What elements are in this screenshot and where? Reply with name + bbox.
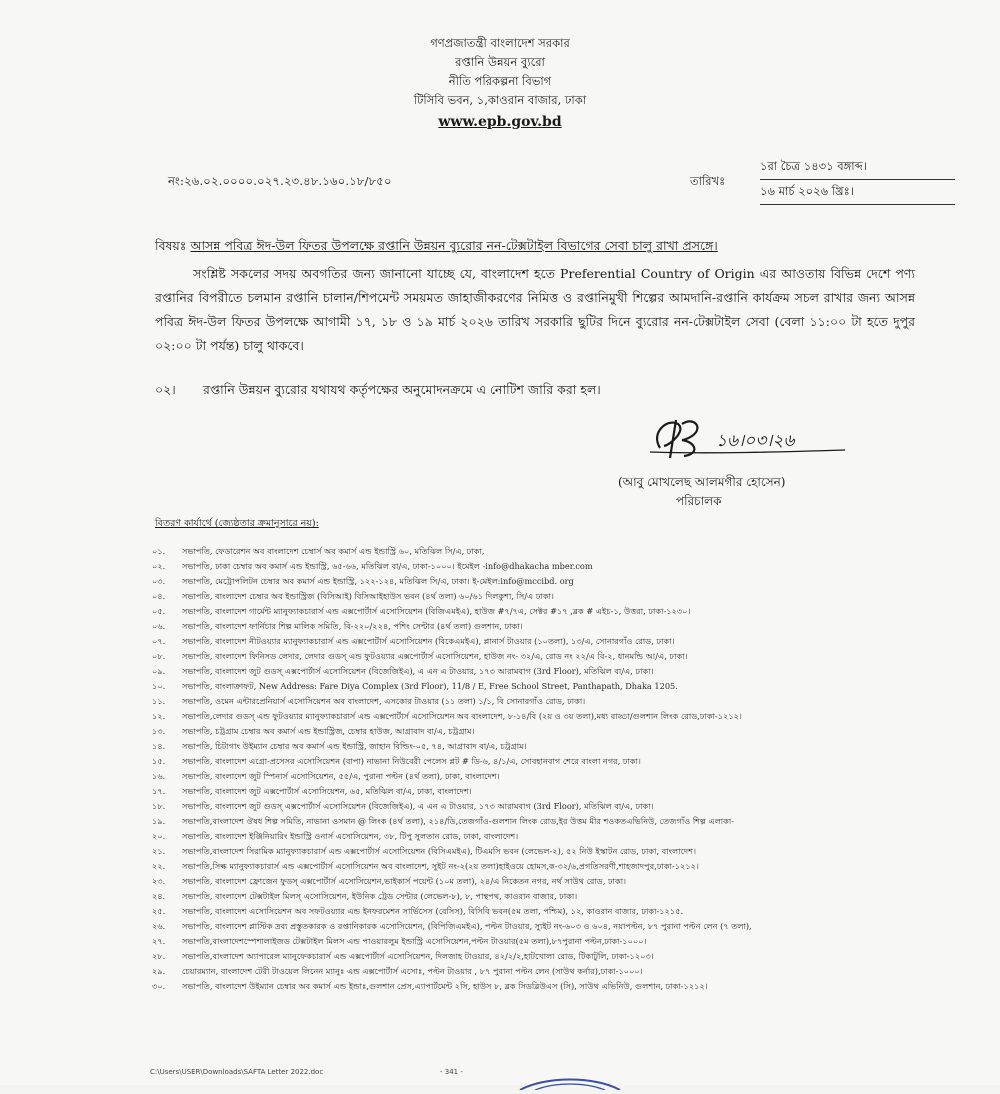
distribution-item [152, 964, 872, 979]
distribution-item-text: সভাপতি, ফেডারেশন অব বাংলাদেশ চেম্বার্স অব কমার্স এন্ড ইন্ডাস্ট্রি ৬০, মতিঝিল সি/এ, ঢাকা, [182, 546, 485, 556]
distribution-item [152, 829, 872, 844]
distribution-item-number: ২৪. [152, 891, 166, 901]
subject-label: বিষয়ঃ [155, 238, 187, 253]
distribution-item [152, 724, 872, 739]
distribution-item [152, 589, 872, 604]
org-name: রপ্তানি উন্নয়ন ব্যুরো [455, 55, 545, 69]
distribution-item-number: ৩০. [152, 981, 166, 991]
distribution-item-text: সভাপতি, চিটাগাং উইম্যান চেম্বার অব কমার্স এন্ড ইন্ডাস্ট্রি, জাহান বিল্ডিং-০৫, ৭৪, আগ্রাবাদ বা/এ, চট্রগ্রাম। [182, 741, 527, 751]
distribution-item-number: ২০. [152, 831, 166, 841]
distribution-item-text: সভাপতি, বাংলাদেশ উইম্যান চেম্বার অব কমার্স এন্ড ইন্ডাঃ,গুলশান প্রেস,এ্যাপার্টমেন্ট ২সি, হাউস ৮, ব্লক সিডব্লিউএস (সি), সাউথ এভিনিউ, গুলশান, ঢাকা-১২১২। [182, 981, 708, 991]
distribution-item-number: ২৯. [152, 966, 166, 976]
distribution-item [152, 619, 872, 634]
distribution-item-number: ১৬. [152, 771, 166, 781]
distribution-item [152, 754, 872, 769]
distribution-item-text: সভাপতি, বাংলাদেশ জুট গুডস্ এক্সপোর্টার্স এসোসিয়েশন (বিজেজিইএ), এ এন এ টাওয়ার, ১৭৩ আরামবাগ (3rd Floor), মতিঝিল বা/এ, ঢাকা। [182, 666, 654, 676]
distribution-item-number: ০৬. [152, 621, 166, 631]
distribution-item-text: চেয়ারম্যান, বাংলাদেশ টেরী টাওয়েল লিনেন ম্যানুঃ এন্ড এক্সপোর্টার্স এসোঃ, পল্টন টাওয়ার , ৮৭ পুরানা পল্টন লেন (সাউথ কর্নার),ঢাকা-১০০০। [182, 966, 643, 976]
distribution-item-text: সভাপতি, বাংলাদেশ জুট স্পিনার্স এসোসিয়েশন, ৫৫/এ, পুরানা পল্টন (৪র্থ তলা), ঢাকা, বাংলাদেশ। [182, 771, 500, 781]
page-number: - 341 - [440, 1068, 463, 1076]
distribution-item-number: ২৬. [152, 921, 166, 931]
distribution-item [152, 694, 872, 709]
distribution-item-text: সভাপতি,বাংলাদেশস্পেশালাইজড টেক্সটাইল মিলস এন্ড পাওয়ারলুম ইন্ডাস্ট্রি এসোসিয়েশন,পল্টন টাওয়ার(৫ম তলা),৮৭পুরানা পল্টন,ঢাকা-১০০০। [182, 936, 647, 946]
distribution-item [152, 664, 872, 679]
distribution-item-text: সভাপতি,লেদার গুডস্ এন্ড ফুটওয়্যার ম্যানুফ্যাকচারার্স এন্ড এক্সপোর্টার্স এসোসিয়েশন অব বাংলাদেশ, ৮-১৪/বি (২য় ও ৩য় তলা),মধ্য বাড্ডা/গুলশান লিংক রোড,ঢাকা-১২১২। [182, 711, 742, 721]
distribution-item-number: ০৪. [152, 591, 166, 601]
signer-name: (আবু মোখলেছ আলমগীর হোসেন) [618, 475, 786, 489]
distribution-item-text: সভাপতি, বাংলাদেশ ফিনিসড লেদার, লেদার গুডস্ এন্ড ফুটওয়্যার এক্সপোর্টার্স এসোসিয়েশন, হাউজ নং- ৩২/এ, রোড নং ২২/এ বি-২, ধানমন্ডি আ/এ, ঢাকা। [182, 651, 688, 661]
reference-number: নং:২৬.০২.০০০০.০২৭.২৩.৪৮.১৬০.১৮/৮৫০ [168, 174, 392, 188]
letterhead [0, 34, 1000, 132]
distribution-item-number: ২১. [152, 846, 166, 856]
distribution-item-text: সভাপতি,সিল্ক ম্যানুফ্যাকচারার্স এন্ড এক্সপোর্টার্স এসোসিয়েশন অব বাংলাদেশ, সুইট নং-২(২য় তলা)হাইওয়ে হোমস,ক-৩২/৬,প্রগতিসরণী,শাহজাদপুর,ঢাকা-১২১২। [182, 861, 699, 871]
distribution-item-number: ২৫. [152, 906, 166, 916]
govt-name: গণপ্রজাতন্ত্রী বাংলাদেশ সরকার [430, 36, 570, 50]
distribution-item-text: সভাপতি, বাংলাক্রাফট, New Address: Fare Diya Complex (3rd Floor), 11/8 / E, Free School Street, Panthapath, Dhaka 1205. [182, 681, 678, 691]
distribution-item-text: সভাপতি, ওমেন এন্টারপ্রেনিয়ার্স এসোসিয়েশন অব বাংলাদেশ, এসকোর টাওয়ার (১১ তলা) ১/১, বি সোনারগাঁও রোড, ঢাকা। [182, 696, 586, 706]
distribution-item [152, 739, 872, 754]
distribution-item [152, 859, 872, 874]
distribution-item [152, 574, 872, 589]
distribution-item-text: সভাপতি, বাংলাদেশ ইঞ্জিনিয়ারিং ইন্ডাস্ট্রি ওনার্স এসোসিয়েশন, ৩৮, টিপু সুলতান রোড, ঢাকা, বাংলাদেশ। [182, 831, 519, 841]
distribution-item-number: ২৩. [152, 876, 166, 886]
distribution-item-number: ০৮. [152, 651, 166, 661]
distribution-item [152, 814, 872, 829]
distribution-item-number: ১০. [152, 681, 166, 691]
distribution-item-number: ০২. [152, 561, 166, 571]
distribution-item [152, 949, 872, 964]
distribution-item-number: ০১. [152, 546, 166, 556]
distribution-list [152, 544, 872, 994]
org-address: টিসিবি ভবন, ১,কাওরান বাজার, ঢাকা [413, 93, 587, 107]
distribution-item [152, 769, 872, 784]
distribution-item-text: সভাপতি, বাংলাদেশ টেক্সটাইল মিলস্ এসোসিয়েশন, ইউনিক ট্রেড সেন্টার (লেভেল-৮), ৮, পান্থপথ, কাওরান বাজার, ঢাকা। [182, 891, 578, 901]
body-paragraph-2 [155, 382, 601, 402]
distribution-item [152, 889, 872, 904]
distribution-item [152, 604, 872, 619]
distribution-item [152, 799, 872, 814]
distribution-item-text: সভাপতি, বাংলাদেশ ফার্নিচার শিল্প মালিক সমিতি, বি-২২০/২২৪, পশিং সেন্টার (৪র্থ তলা) গুলশান, ঢাকা। [182, 621, 523, 631]
distribution-item-number: ০৫. [152, 606, 166, 616]
distribution-item [152, 874, 872, 889]
distribution-item [152, 919, 872, 934]
distribution-item-number: ১২. [152, 711, 166, 721]
file-path: C:\Users\USER\Downloads\SAFTA Letter 2022.doc [150, 1068, 324, 1076]
distribution-heading: বিতরণ কার্যার্থে (জ্যেষ্ঠতার ক্রমানুসারে নয়): [155, 518, 319, 529]
signature-date: ১৬।০৩।২৬ [716, 431, 795, 451]
distribution-item-number: ২২. [152, 861, 166, 871]
distribution-item-text: সভাপতি, মেট্রোপলিটন চেম্বার অব কমার্স এন্ড ইন্ডাস্ট্রি, ১২২-১২৪, মতিঝিল সি/এ, ঢাকা। ই-মেইল:info@mccibd. org [182, 576, 574, 586]
distribution-item-number: ১৯. [152, 816, 166, 826]
distribution-item [152, 649, 872, 664]
date-gregorian: ১৬ মার্চ ২০২৬ খ্রিঃ। [760, 183, 955, 205]
distribution-item-number: ১১. [152, 696, 166, 706]
subject-line [155, 238, 718, 258]
distribution-item-number: ২৭. [152, 936, 166, 946]
distribution-item-text: সভাপতি, বাংলাদেশ জুট এক্সপোর্টার্স এসোসিয়েশন, ৬৫, মতিঝিল বা/এ, ঢাকা, বাংলাদেশ। [182, 786, 472, 796]
dept-name: নীতি পরিকল্পনা বিভাগ [448, 74, 552, 88]
subject-text: আসন্ন পবিত্র ঈদ-উল ফিতর উপলক্ষে রপ্তানি উন্নয়ন ব্যুরোর নন-টেক্সটাইল বিভাগের সেবা চালু রাখা প্রসঙ্গে। [190, 238, 718, 253]
distribution-item-text: সভাপতি, বাংলাদেশ নীটওয়্যার ম্যানুফ্যাকচারার্স এন্ড এক্সপোর্টার্স এসোসিয়েশন (বিকেএমইএ), প্লানার্স টাওয়ার (১০তলা), ১৩/এ, সোনারগাঁও রোড, ঢাকা। [182, 636, 675, 646]
date-bangla: ১রা চৈত্র ১৪৩১ বঙ্গাব্দ। [760, 158, 955, 180]
distribution-item-number: ০৭. [152, 636, 166, 646]
signature-icon [620, 410, 880, 470]
distribution-item-text: সভাপতি, বাংলাদেশ চেম্বার অব ইন্ডাস্ট্রিজ (বিসিআই) বিসিআইহাউস ভবন (৪র্থ তলা) ৬০/৬১ দিলকুশা, সি/এ ঢাকা। [182, 591, 554, 601]
distribution-item-text: সভাপতি, বাংলাদেশ ফ্রোজেন ফুডস্ এক্সপোর্টার্স এসোসিয়েশন,ভাইকার্স পয়েন্ট (১০ম তলা), ২৪/এ নিকেতন নগর, নর্থ সাউথ রোড, ঢাকা। [182, 876, 627, 886]
distribution-item-number: ১৮. [152, 801, 166, 811]
date-label: তারিখঃ [690, 174, 726, 188]
website-link[interactable]: www.epb.gov.bd [438, 114, 562, 130]
distribution-item [152, 559, 872, 574]
distribution-item-number: ১৫. [152, 756, 166, 766]
distribution-item [152, 709, 872, 724]
distribution-item-text: সভাপতি, বাংলাদেশ গার্মেন্ট ম্যানুফ্যাকচারার্স এন্ড এক্সপোর্টার্স এসোসিয়েশন (বিজিএমইএ), হাউজ #৭/৭এ, সেক্টর #১৭ ,ব্লক # এইচ-১, উত্তরা, ঢাকা-১২৩০। [182, 606, 691, 616]
distribution-item-text: সভাপতি, বাংলাদেশ এসোসিয়েশন অব সফটওয়্যার এন্ড ইনফরমেশন সার্ভিসেস (বেসিস), বিসিবি ভবন(৫ম তলা, পশ্চিম), ১২, কাওরান বাজার, ঢাকা-১২১৫. [182, 906, 684, 916]
handwritten-signature [620, 410, 880, 470]
distribution-item-number: ০৩. [152, 576, 166, 586]
distribution-item-text: সভাপতি,বাংলাদেশ ঔষধ শিল্প সমিতি, নাভানা ওসমান @ লিংক (৪র্থ তলা), ২১৪/ডি,তেজগাঁও-গুলশান লিংক রোড,ইর উত্তম মীর শওকতএভিনিউ, তেজগাঁও শিল্প এলাকা- [182, 816, 735, 826]
distribution-item [152, 544, 872, 559]
paragraph-2-text: রপ্তানি উন্নয়ন ব্যুরোর যথাযথ কর্তৃপক্ষের অনুমোদনক্রমে এ নোটিশ জারি করা হল। [203, 382, 601, 397]
paragraph-number: ০২। [155, 382, 176, 397]
distribution-item-number: ১৪. [152, 741, 166, 751]
distribution-item-text: সভাপতি, বাংলাদেশ প্লাস্টিক দ্রব্য প্রস্তুতকারক ও রপ্তানিকারক এসোসিয়েশন, (বিপিজিএমইএ), পল্টন টাওয়ার, স্যুইট নং-৬০৩ ও ৬০৪, নয়াপল্টন, ৮৭ পুরানা পল্টন লেন (৭ তলা), [182, 921, 752, 931]
distribution-item [152, 634, 872, 649]
distribution-item-text: সভাপতি, বাংলাদেশ জুট গুডস্ এক্সপোর্টার্স এসোসিয়েশন (বিজেজিইএ), এ এন এ টাওয়ার, ১৭৩ আরামবাগ (3rd Floor), মতিঝিল বা/এ, ঢাকা। [182, 801, 654, 811]
distribution-item-number: ১৭. [152, 786, 166, 796]
body-paragraph-1: সংশ্লিষ্ট সকলের সদয় অবগতির জন্য জানানো যাচ্ছে যে, বাংলাদেশ হতে Preferential Country of Origin এর আওতায় বিভিন্ন দেশে পণ্য রপ্তানির বিপরীতে চলমান রপ্তানি চালান/শিপমেন্ট সময়মত জাহাজীকরণের নিমিত্ত ও রপ্তানিমুখী শিল্পের আমদানি-রপ্তানি কার্যক্রম সচল রাখার জন্য আসন্ন পবিত্র ঈদ-উল ফিতর উপলক্ষে আগামী ১৭, ১৮ ও ১৯ মার্চ ২০২৬ তারিখ সরকারি ছুটির দিনে ব্যুরোর নন-টেক্সটাইল সেবা (বেলা ১১:০০ টা হতে দুপুর ০২:০০ টা পর্যন্ত) চালু থাকবে। [155, 266, 915, 353]
distribution-item-text: সভাপতি, ঢাকা চেম্বার অব কমার্স এন্ড ইন্ডাস্ট্রি, ৬৫-৬৬, মতিঝিল বা/এ, ঢাকা-১০০০। ইমেইল -info@dhakacha mber.com [182, 561, 593, 571]
distribution-item-text: সভাপতি, বাংলাদেশ এগ্রো-প্রসেসর এসোসিয়েশন (বাপা) নাভানা নিউবেরী পেলেস প্লট # ডি-৬, ৪/১/এ, সোবহানবাগ শেরে বাংলা নগর, ঢাকা। [182, 756, 641, 766]
distribution-item-text: সভাপতি,বাংলাদেশ অ্যাপারেল ম্যানুফেকচারার্স এন্ড এক্সপোর্টার্স এসোসিয়েশন, দিলজাহ টাওয়ার, ৪২/২/২,হাটখোলা রোড, টিকাটুলি, ঢাকা-১২০৩। [182, 951, 654, 961]
distribution-item [152, 934, 872, 949]
signer-title: পরিচালক [676, 494, 722, 508]
distribution-item-text: সভাপতি, চট্রগ্রাম চেম্বার অব কমার্স এন্ড ইন্ডাস্ট্রিজ, চেম্বার হাউজ, আগ্রাবাদ বা/এ, চট্রগ্রাম। [182, 726, 475, 736]
distribution-item-number: ২৮. [152, 951, 166, 961]
distribution-item [152, 904, 872, 919]
distribution-item [152, 784, 872, 799]
distribution-item-number: ০৯. [152, 666, 166, 676]
distribution-item-number: ১৩. [152, 726, 166, 736]
distribution-item [152, 979, 872, 994]
distribution-item [152, 679, 872, 694]
distribution-item-text: সভাপতি,বাংলাদেশ সিরামিক ম্যানুফ্যাকচারার্স এন্ড এক্সপোর্টার্স এসোসিয়েশন (বিসিএমইএ), টিএমসি ভবন (লেভেল-২), ৫২ নিউ ইস্কাটন রোড, ঢাকা, বাংলাদেশ। [182, 846, 697, 856]
distribution-item [152, 844, 872, 859]
